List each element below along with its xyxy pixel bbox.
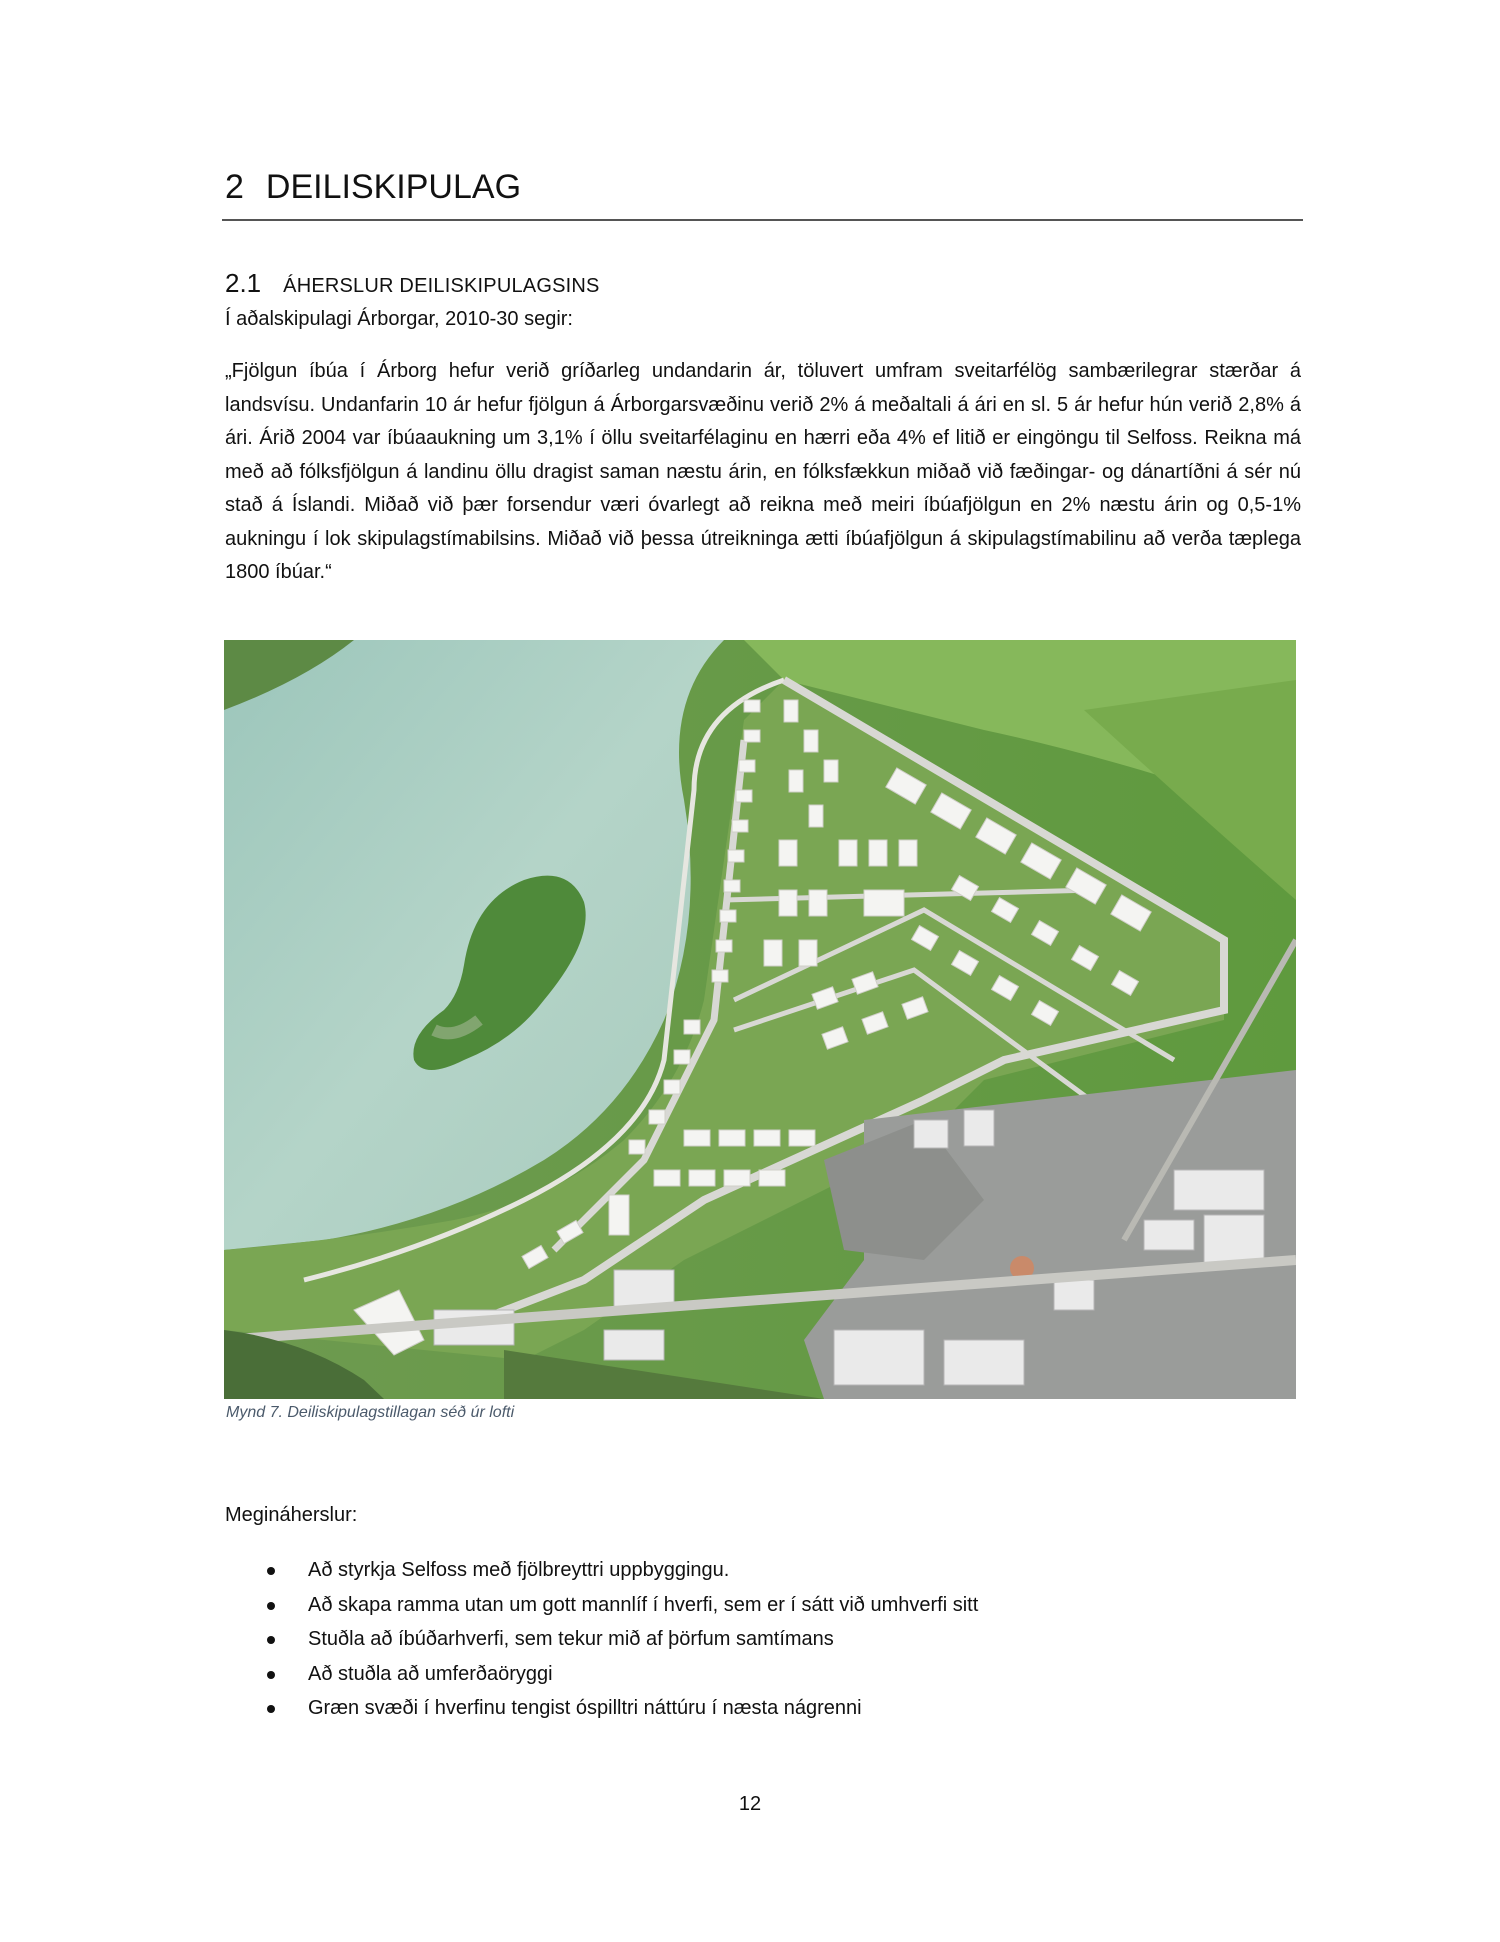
quote-paragraph: „Fjölgun íbúa í Árborg hefur verið gríðarleg undandarin ár, töluvert umfram sveitarfélög sambærilegrar stærðar á landsvísu. Undanfarin 10 ár hefur fjölgun á Árborgarsvæðinu verið 2% á meðaltali á ári en sl. 5 ár hefur hún verið 2,8% á ári. Árið 2004 var íbúaaukning um 3,1% í öllu sveitarfélaginu en hærri eða 4% ef litið er eingöngu til Selfoss. Reikna má með að fólksfjölgun á landinu öllu dragist saman næstu árin, en fólksfækkun miðað við fæðingar- og dánartíðni á sér nú stað á Íslandi. Miðað við þær forsendur væri óvarlegt að reikna með meiri íbúafjölgun en 2% næstu árin og 0,5-1% aukningu í lok skipulagstímabilsins. Miðað við þessa útreikninga ætti íbúafjölgun á skipulagstímabilinu að verða tæplega 1800 íbúar.“ [225,360,1301,583]
chapter-heading [225,165,1302,209]
bullet-icon [267,1705,275,1713]
heading-rule [222,219,1303,221]
chapter-number: 2 [225,168,244,206]
list-item: Að skapa ramma utan um gott mannlíf í hverfi, sem er í sátt við umhverfi sitt [262,1588,978,1623]
section-heading [225,266,600,303]
list-item: Græn svæði í hverfinu tengist óspilltri náttúru í næsta nágrenni [262,1691,978,1726]
intro-text: Í aðalskipulagi Árborgar, 2010-30 segir: [225,308,573,330]
chapter-title: DEILISKIPULAG [265,168,522,206]
page-number: 12 [738,1793,762,1815]
bullet-icon [267,1602,275,1610]
section-title: ÁHERSLUR DEILISKIPULAGSINS [283,275,600,297]
list-item: Að stuðla að umferðaöryggi [262,1657,978,1692]
aerial-figure [224,640,1296,1399]
bullet-icon [267,1671,275,1679]
list-item: Stuðla að íbúðarhverfi, sem tekur mið af þörfum samtímans [262,1622,978,1657]
bullet-icon [267,1567,275,1575]
aerial-plan-image [224,640,1296,1399]
emphasis-list [262,1553,978,1726]
figure-caption: Mynd 7. Deiliskipulagstillagan séð úr lofti [226,1404,515,1421]
section-number: 2.1 [225,268,262,298]
emphasis-heading: Megináherslur: [225,1504,358,1526]
bullet-icon [267,1636,275,1644]
list-item: Að styrkja Selfoss með fjölbreyttri uppbyggingu. [262,1553,978,1588]
